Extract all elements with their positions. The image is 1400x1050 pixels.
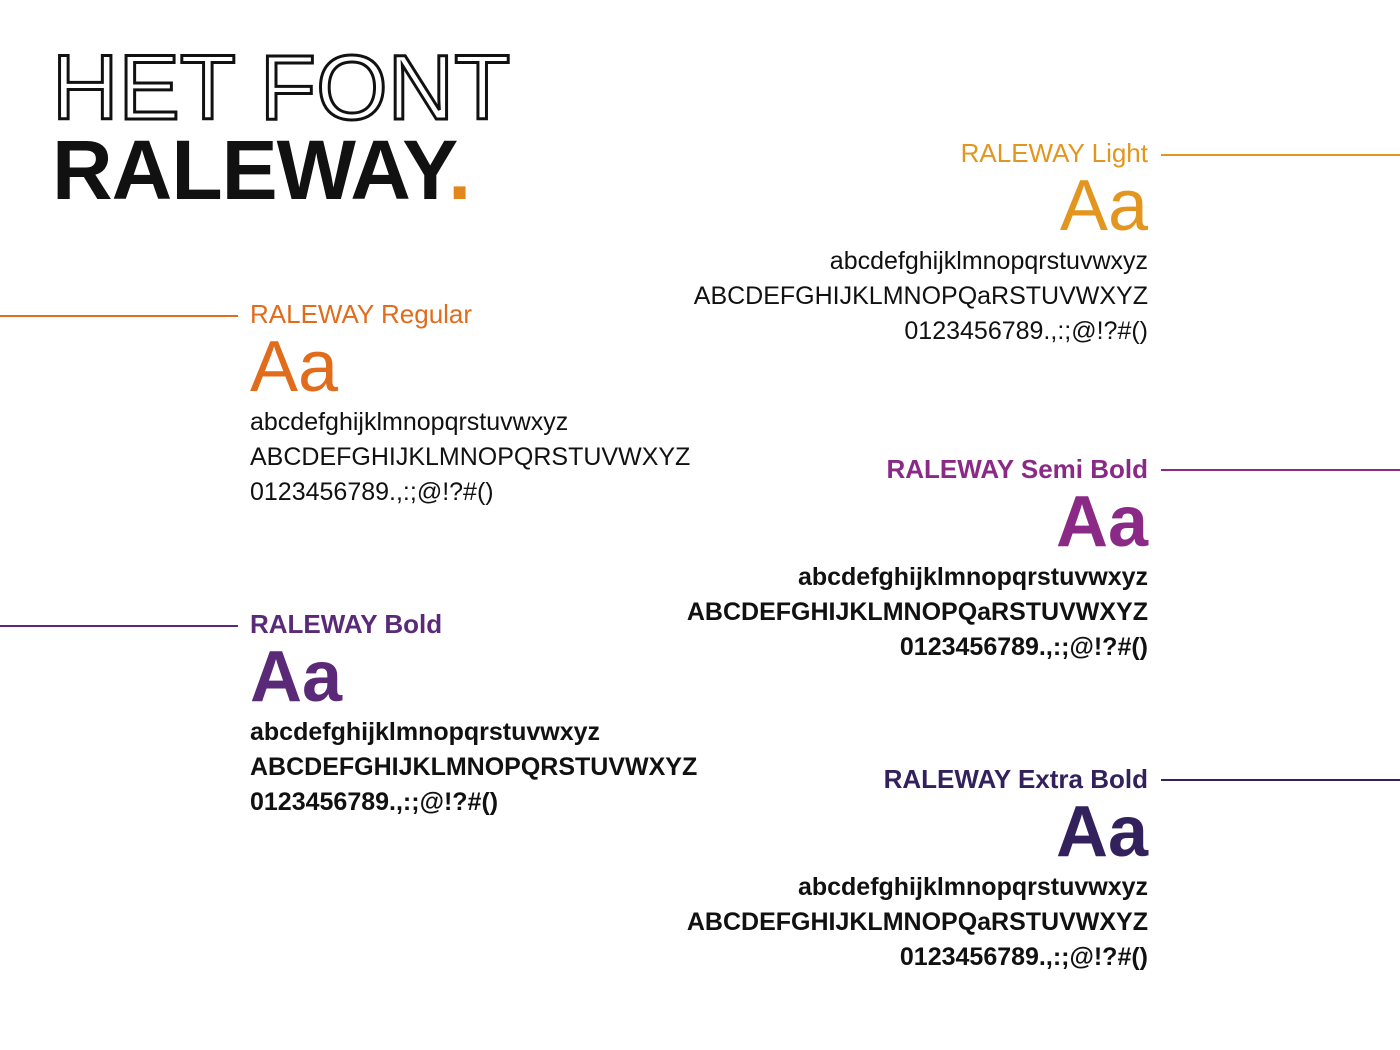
section-bold-digits: 0123456789.,:;@!?#() [250,788,499,816]
section-semibold-lowercase: abcdefghijklmnopqrstuvwxyz [797,563,1148,591]
section-extrabold-uppercase: ABCDEFGHIJKLMNOPQaRSTUVWXYZ [686,908,1148,936]
section-bold-label: RALEWAY Bold [250,609,443,639]
page-title-text: RALEWAY [52,123,448,217]
section-regular-label: RALEWAY Regular [250,299,473,329]
section-light-lowercase: abcdefghijklmnopqrstuvwxyz [829,247,1148,275]
section-extrabold-lowercase: abcdefghijklmnopqrstuvwxyz [797,873,1148,901]
section-regular-sample: Aa [250,327,339,407]
section-regular-lowercase: abcdefghijklmnopqrstuvwxyz [250,408,569,436]
section-extrabold [687,764,1148,975]
section-bold-lowercase: abcdefghijklmnopqrstuvwxyz [250,718,601,746]
rule-semibold [1161,469,1400,471]
rule-bold [0,625,238,627]
section-semibold [687,454,1148,665]
section-extrabold-sample: Aa [1055,792,1148,872]
section-extrabold-digits: 0123456789.,:;@!?#() [899,943,1148,971]
section-semibold-label: RALEWAY Semi Bold [886,454,1148,484]
section-light [694,138,1148,349]
page-title-outline: HET FONT [52,37,511,139]
section-bold-uppercase: ABCDEFGHIJKLMNOPQRSTUVWXYZ [250,753,698,781]
rule-regular [0,315,238,317]
section-light-label: RALEWAY Light [960,138,1148,168]
section-regular-digits: 0123456789.,:;@!?#() [250,478,494,506]
section-semibold-digits: 0123456789.,:;@!?#() [899,633,1148,661]
title-dot: . [447,123,471,217]
rule-light [1161,154,1400,156]
section-light-uppercase: ABCDEFGHIJKLMNOPQaRSTUVWXYZ [693,282,1148,310]
page-title [52,125,470,215]
section-light-sample: Aa [1059,166,1148,246]
section-regular [250,299,690,510]
section-extrabold-label: RALEWAY Extra Bold [883,764,1148,794]
section-semibold-sample: Aa [1055,482,1148,562]
rule-extrabold [1161,779,1400,781]
section-bold-sample: Aa [250,637,343,717]
section-light-digits: 0123456789.,:;@!?#() [904,317,1148,345]
section-regular-uppercase: ABCDEFGHIJKLMNOPQRSTUVWXYZ [250,443,691,471]
section-bold [250,609,697,820]
section-semibold-uppercase: ABCDEFGHIJKLMNOPQaRSTUVWXYZ [686,598,1148,626]
